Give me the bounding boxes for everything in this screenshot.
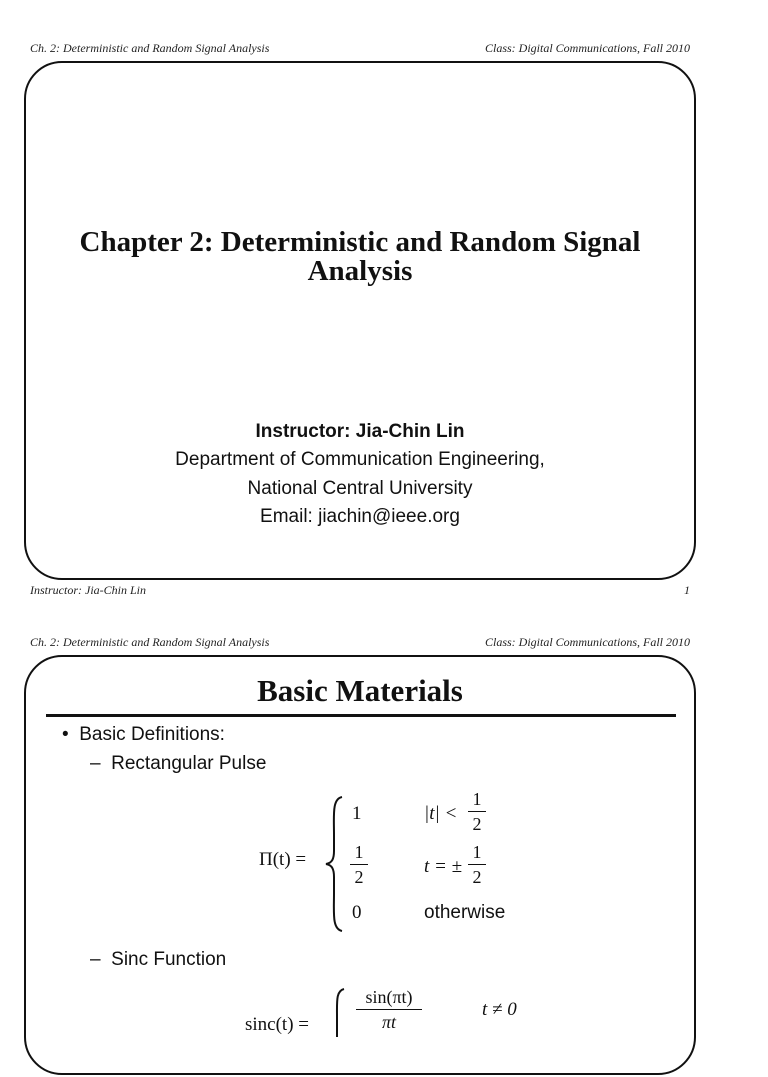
- university: National Central University: [247, 478, 473, 499]
- left-brace-icon: [324, 795, 346, 933]
- slide-heading: Basic Materials: [257, 673, 463, 708]
- page1-footer-left: Instructor: Jia-Chin Lin: [30, 583, 146, 597]
- rect-case1-cond: |t| <: [424, 803, 458, 824]
- rect-case3-cond: otherwise: [424, 902, 506, 923]
- rect-lhs: Π(t) =: [259, 849, 307, 870]
- sub-item-rectangular-pulse: [90, 753, 266, 775]
- rect-case2-cond: t = ±: [424, 856, 463, 877]
- sub-item-text: Sinc Function: [111, 949, 227, 970]
- fraction-half-1: 1 2: [468, 789, 486, 834]
- sub-item-text: Rectangular Pulse: [111, 753, 267, 774]
- sinc-lhs: sinc(t) =: [245, 1014, 310, 1035]
- department: Department of Communication Engineering,: [175, 449, 545, 470]
- left-brace-icon: [328, 987, 348, 1077]
- sinc-fraction: sin(πt) πt: [356, 987, 422, 1032]
- fraction-half-2: 1 2: [468, 842, 486, 887]
- dash-icon: –: [90, 753, 101, 774]
- bullet-text: Basic Definitions:: [79, 724, 225, 745]
- page2-header-left: Ch. 2: Deterministic and Random Signal Analysis: [30, 635, 270, 649]
- rect-case1-value: 1: [352, 803, 362, 824]
- title-slide: [24, 61, 696, 580]
- dash-icon: –: [90, 949, 101, 970]
- content-slide: [24, 655, 696, 1075]
- bullet-basic-definitions: [62, 724, 225, 746]
- rect-case3-value: 0: [352, 902, 362, 923]
- fraction-half-value: 1 2: [350, 842, 368, 887]
- heading-rule: [46, 714, 676, 717]
- slide-title: [26, 228, 694, 286]
- slide-title-line1: Chapter 2: Deterministic and Random Signal: [79, 226, 641, 258]
- sinc-cond: t ≠ 0: [482, 999, 517, 1020]
- slide-title-line2: Analysis: [307, 255, 413, 287]
- page-number: 1: [684, 583, 690, 597]
- instructor-name: Instructor: Jia-Chin Lin: [255, 421, 465, 442]
- sub-item-sinc-function: [90, 949, 226, 971]
- page1-header-right: Class: Digital Communications, Fall 2010: [484, 41, 690, 55]
- page1-header-left: Ch. 2: Deterministic and Random Signal Analysis: [30, 41, 270, 55]
- email: Email: jiachin@ieee.org: [260, 506, 460, 527]
- bullet-dot-icon: •: [62, 724, 69, 745]
- page2-header-right: Class: Digital Communications, Fall 2010: [484, 635, 690, 649]
